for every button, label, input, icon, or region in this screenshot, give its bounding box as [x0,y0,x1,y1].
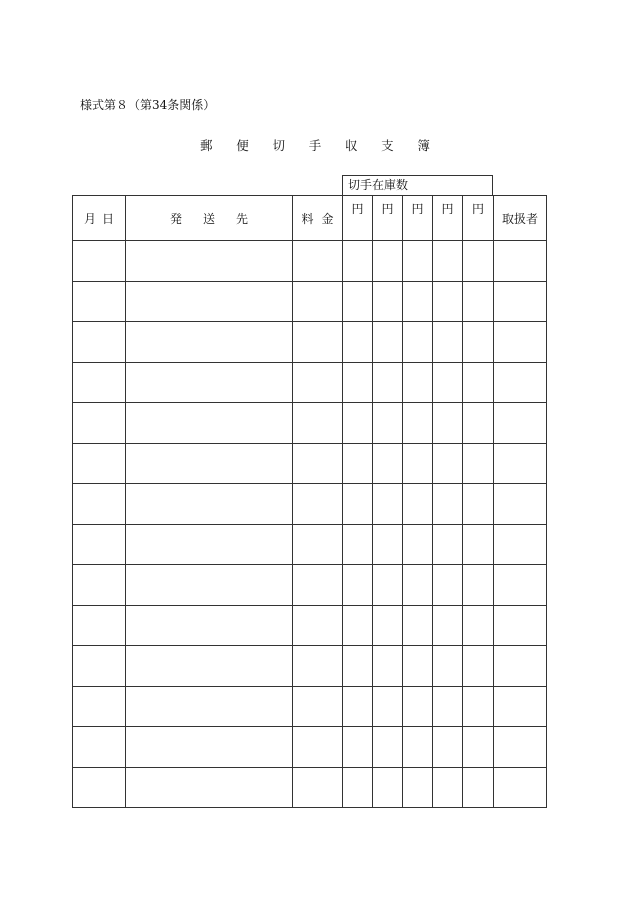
handler-cell [494,443,547,484]
fee-cell [293,646,343,687]
handler-cell [494,281,547,322]
destination-cell [126,727,293,768]
document-title [200,136,430,154]
destination-cell [126,686,293,727]
stock-cell [373,484,403,525]
stock-cell [403,686,433,727]
yen-header: 円 [373,196,403,241]
stock-cell [373,443,403,484]
date-cell [73,686,126,727]
date-cell [73,443,126,484]
form-number: 様式第８（第34条関係） [80,98,216,112]
destination-cell [126,646,293,687]
stock-cell [403,281,433,322]
destination-cell [126,281,293,322]
date-cell [73,767,126,808]
handler-cell [494,241,547,282]
title-char: 簿 [417,138,430,153]
stamp-stock-header: 切手在庫数 [342,175,493,195]
table-row [73,605,547,646]
handler-cell [494,403,547,444]
stock-cell [463,524,494,565]
stock-cell [403,524,433,565]
handler-cell [494,727,547,768]
stock-cell [433,646,463,687]
stock-cell [343,281,373,322]
date-cell [73,646,126,687]
title-char: 切 [272,138,285,153]
stock-cell [433,686,463,727]
stock-cell [403,565,433,606]
stock-cell [433,767,463,808]
destination-header [126,196,293,241]
table-row [73,241,547,282]
stock-cell [403,767,433,808]
title-char: 郵 [200,138,213,153]
stock-cell [403,605,433,646]
stock-cell [403,241,433,282]
stock-cell [403,362,433,403]
stock-cell [433,362,463,403]
date-cell [73,241,126,282]
title-char: 便 [236,138,249,153]
fee-cell [293,362,343,403]
date-cell [73,565,126,606]
stock-cell [433,524,463,565]
destination-cell [126,403,293,444]
handler-cell [494,605,547,646]
destination-cell [126,241,293,282]
stock-cell [373,524,403,565]
destination-cell [126,605,293,646]
stock-cell [433,605,463,646]
handler-cell [494,524,547,565]
stock-cell [403,646,433,687]
table-row [73,727,547,768]
stock-cell [433,322,463,363]
fee-cell [293,686,343,727]
date-cell [73,281,126,322]
stock-cell [343,241,373,282]
stock-cell [433,727,463,768]
fee-char: 料 [301,211,314,226]
date-cell [73,605,126,646]
destination-char: 先 [235,211,248,226]
stock-cell [343,727,373,768]
table-row [73,443,547,484]
table-row [73,403,547,444]
date-cell [73,403,126,444]
table-row [73,524,547,565]
table-row [73,767,547,808]
stock-cell [433,403,463,444]
stock-cell [343,565,373,606]
day-label: 日 [101,211,114,226]
title-char: 手 [308,138,322,153]
stock-cell [343,484,373,525]
stock-cell [463,443,494,484]
fee-cell [293,241,343,282]
table-row [73,362,547,403]
fee-cell [293,524,343,565]
yen-header: 円 [463,196,494,241]
fee-cell [293,322,343,363]
fee-cell [293,767,343,808]
stock-cell [433,281,463,322]
stock-cell [433,484,463,525]
stock-cell [433,565,463,606]
destination-cell [126,443,293,484]
ledger-body [73,241,547,808]
stock-cell [463,484,494,525]
fee-cell [293,443,343,484]
fee-cell [293,484,343,525]
stock-cell [373,686,403,727]
handler-cell [494,686,547,727]
stock-cell [463,241,494,282]
date-header [73,196,126,241]
stock-cell [373,605,403,646]
table-row [73,322,547,363]
table-row [73,281,547,322]
stock-cell [433,443,463,484]
stock-cell [463,403,494,444]
destination-cell [126,484,293,525]
title-char: 収 [344,138,358,153]
date-cell [73,484,126,525]
handler-cell [494,362,547,403]
stock-cell [343,362,373,403]
fee-cell [293,727,343,768]
stock-cell [343,322,373,363]
stock-cell [463,322,494,363]
header-row [73,196,547,241]
stock-cell [373,727,403,768]
date-cell [73,362,126,403]
title-char: 支 [381,138,394,153]
stock-cell [343,605,373,646]
stock-cell [373,767,403,808]
stock-cell [463,727,494,768]
date-cell [73,524,126,565]
fee-cell [293,281,343,322]
table-row [73,686,547,727]
month-label: 月 [84,211,97,226]
stock-cell [463,605,494,646]
yen-header: 円 [343,196,373,241]
stock-cell [343,403,373,444]
fee-header [293,196,343,241]
stock-cell [373,241,403,282]
stock-cell [373,362,403,403]
stock-cell [463,767,494,808]
fee-cell [293,605,343,646]
date-cell [73,322,126,363]
handler-header: 取扱者 [494,196,547,241]
stock-cell [373,565,403,606]
stock-cell [463,686,494,727]
stock-cell [373,403,403,444]
stock-cell [403,727,433,768]
handler-cell [494,767,547,808]
table-row [73,484,547,525]
stock-cell [343,524,373,565]
destination-cell [126,322,293,363]
destination-cell [126,362,293,403]
handler-cell [494,484,547,525]
stock-cell [373,322,403,363]
handler-cell [494,646,547,687]
fee-char: 金 [321,211,334,226]
destination-char: 発 [170,211,183,226]
stock-cell [373,281,403,322]
date-cell [73,727,126,768]
destination-cell [126,524,293,565]
stock-cell [463,281,494,322]
table-row [73,565,547,606]
yen-header: 円 [433,196,463,241]
stock-cell [463,565,494,606]
stock-cell [463,362,494,403]
fee-cell [293,565,343,606]
stock-cell [403,403,433,444]
stock-cell [343,767,373,808]
fee-cell [293,403,343,444]
stock-cell [433,241,463,282]
destination-cell [126,565,293,606]
handler-cell [494,322,547,363]
yen-header: 円 [403,196,433,241]
stock-cell [403,322,433,363]
destination-char: 送 [202,211,215,226]
table-row [73,646,547,687]
postage-ledger-table [72,195,547,808]
destination-cell [126,767,293,808]
stock-cell [373,646,403,687]
stock-cell [343,686,373,727]
stock-cell [463,646,494,687]
stock-cell [403,443,433,484]
stock-cell [343,443,373,484]
handler-cell [494,565,547,606]
stock-cell [403,484,433,525]
stock-cell [343,646,373,687]
